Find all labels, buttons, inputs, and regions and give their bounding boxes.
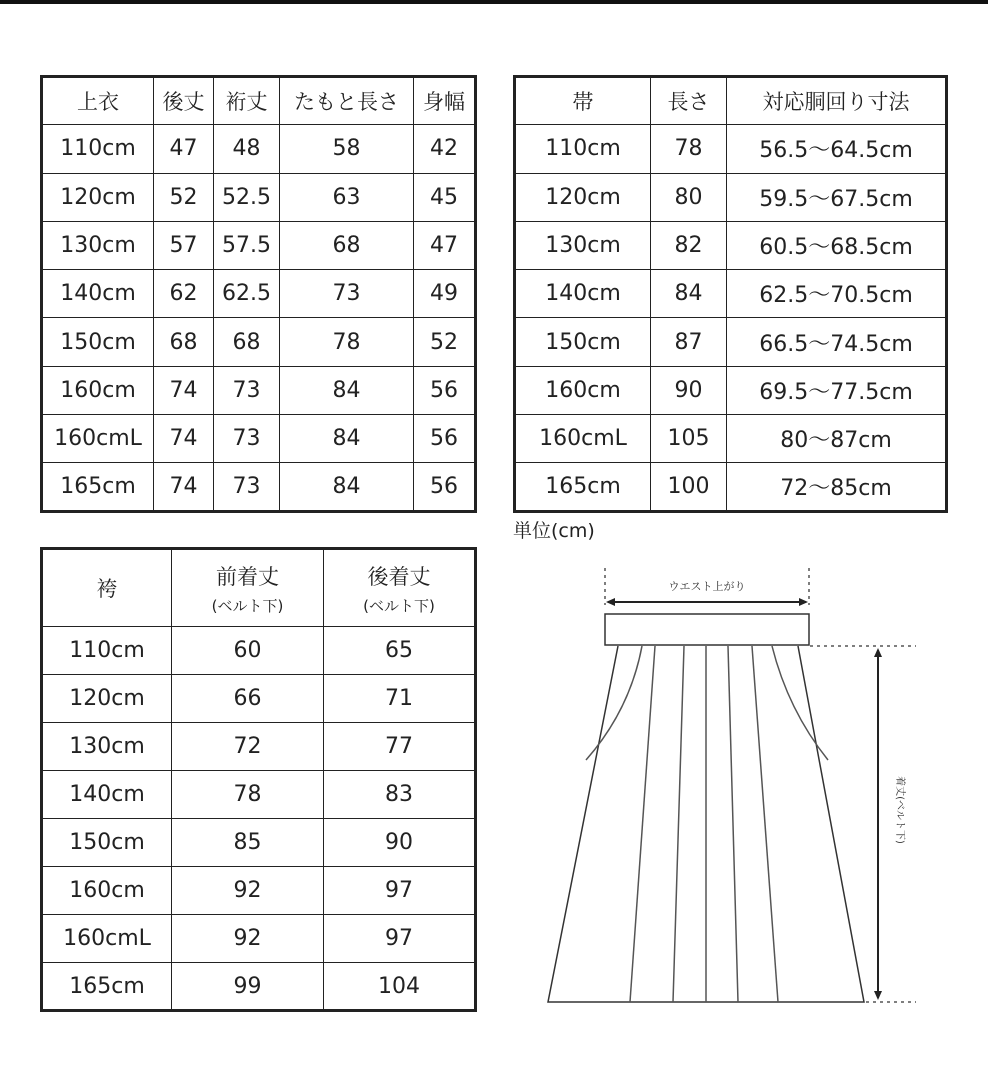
uwagi-header-cell: 上衣 xyxy=(42,77,154,125)
hakama-value-cell: 92 xyxy=(172,915,324,963)
hakama-value-cell: 92 xyxy=(172,867,324,915)
uwagi-value-cell: 47 xyxy=(154,125,214,173)
obi-row xyxy=(515,415,947,463)
hakama-value-cell: 65 xyxy=(324,627,476,675)
obi-value-cell: 100 xyxy=(651,463,727,511)
hakama-row xyxy=(42,675,476,723)
uwagi-value-cell: 74 xyxy=(154,415,214,463)
uwagi-value-cell: 49 xyxy=(414,270,476,318)
uwagi-header-cell: 裄丈 xyxy=(214,77,280,125)
obi-row xyxy=(515,221,947,269)
uwagi-value-cell: 74 xyxy=(154,463,214,511)
hakama-row xyxy=(42,771,476,819)
obi-header-cell: 帯 xyxy=(515,77,651,125)
uwagi-header-row xyxy=(42,77,476,125)
uwagi-value-cell: 84 xyxy=(280,366,414,414)
hakama-size-cell: 130cm xyxy=(42,723,172,771)
pleat-line xyxy=(673,646,684,1002)
hakama-row xyxy=(42,867,476,915)
obi-value-cell: 90 xyxy=(651,366,727,414)
uwagi-row xyxy=(42,415,476,463)
obi-size-cell: 120cm xyxy=(515,173,651,221)
obi-row xyxy=(515,463,947,511)
hakama-size-table xyxy=(40,547,477,1012)
obi-header-cell: 長さ xyxy=(651,77,727,125)
uwagi-value-cell: 73 xyxy=(214,463,280,511)
hakama-value-cell: 104 xyxy=(324,963,476,1011)
uwagi-size-cell: 140cm xyxy=(42,270,154,318)
uwagi-value-cell: 45 xyxy=(414,173,476,221)
hakama-value-cell: 72 xyxy=(172,723,324,771)
hakama-row xyxy=(42,915,476,963)
uwagi-value-cell: 62.5 xyxy=(214,270,280,318)
top-border-bar xyxy=(0,0,988,4)
uwagi-header-cell: 身幅 xyxy=(414,77,476,125)
obi-value-cell: 56.5〜64.5cm xyxy=(727,125,947,173)
hakama-value-cell: 99 xyxy=(172,963,324,1011)
uwagi-row xyxy=(42,221,476,269)
hakama-value-cell: 71 xyxy=(324,675,476,723)
hakama-header-cell xyxy=(42,549,172,627)
uwagi-value-cell: 68 xyxy=(214,318,280,366)
obi-value-cell: 66.5〜74.5cm xyxy=(727,318,947,366)
uwagi-size-cell: 165cm xyxy=(42,463,154,511)
obi-row xyxy=(515,173,947,221)
uwagi-size-table xyxy=(40,75,477,513)
obi-value-cell: 69.5〜77.5cm xyxy=(727,366,947,414)
uwagi-value-cell: 84 xyxy=(280,415,414,463)
uwagi-value-cell: 73 xyxy=(280,270,414,318)
hakama-diagram xyxy=(540,560,940,1020)
uwagi-value-cell: 58 xyxy=(280,125,414,173)
uwagi-value-cell: 73 xyxy=(214,415,280,463)
pleat-line xyxy=(630,646,655,1002)
hakama-row xyxy=(42,819,476,867)
obi-value-cell: 105 xyxy=(651,415,727,463)
hakama-value-cell: 97 xyxy=(324,915,476,963)
hakama-header-row xyxy=(42,549,476,627)
hakama-value-cell: 97 xyxy=(324,867,476,915)
hakama-size-cell: 160cm xyxy=(42,867,172,915)
obi-header-cell: 対応胴回り寸法 xyxy=(727,77,947,125)
uwagi-value-cell: 63 xyxy=(280,173,414,221)
uwagi-value-cell: 56 xyxy=(414,366,476,414)
obi-value-cell: 80〜87cm xyxy=(727,415,947,463)
uwagi-row xyxy=(42,125,476,173)
uwagi-size-cell: 130cm xyxy=(42,221,154,269)
waist-arrowhead-right xyxy=(799,598,808,606)
uwagi-header-cell: たもと長さ xyxy=(280,77,414,125)
uwagi-value-cell: 52 xyxy=(414,318,476,366)
uwagi-value-cell: 78 xyxy=(280,318,414,366)
length-arrowhead-top xyxy=(874,648,882,657)
hakama-size-cell: 165cm xyxy=(42,963,172,1011)
uwagi-size-cell: 160cm xyxy=(42,366,154,414)
obi-value-cell: 80 xyxy=(651,173,727,221)
uwagi-value-cell: 56 xyxy=(414,463,476,511)
uwagi-row xyxy=(42,318,476,366)
uwagi-value-cell: 62 xyxy=(154,270,214,318)
obi-size-cell: 160cm xyxy=(515,366,651,414)
length-label: 着丈(ベルト下) xyxy=(894,776,905,844)
uwagi-value-cell: 57 xyxy=(154,221,214,269)
obi-value-cell: 87 xyxy=(651,318,727,366)
hakama-value-cell: 83 xyxy=(324,771,476,819)
hakama-header-subtitle: (ベルト下) xyxy=(363,596,435,615)
uwagi-size-cell: 110cm xyxy=(42,125,154,173)
side-slit-right xyxy=(772,646,828,760)
obi-row xyxy=(515,270,947,318)
hakama-belt xyxy=(605,614,809,645)
uwagi-value-cell: 56 xyxy=(414,415,476,463)
obi-value-cell: 72〜85cm xyxy=(727,463,947,511)
obi-value-cell: 60.5〜68.5cm xyxy=(727,221,947,269)
hakama-row xyxy=(42,627,476,675)
obi-size-cell: 165cm xyxy=(515,463,651,511)
uwagi-value-cell: 68 xyxy=(154,318,214,366)
pleat-line xyxy=(728,646,738,1002)
hakama-row xyxy=(42,963,476,1011)
hakama-value-cell: 60 xyxy=(172,627,324,675)
uwagi-row xyxy=(42,173,476,221)
obi-size-cell: 150cm xyxy=(515,318,651,366)
length-arrowhead-bottom xyxy=(874,991,882,1000)
obi-row xyxy=(515,125,947,173)
uwagi-value-cell: 57.5 xyxy=(214,221,280,269)
obi-header-row xyxy=(515,77,947,125)
hakama-value-cell: 78 xyxy=(172,771,324,819)
uwagi-row xyxy=(42,366,476,414)
uwagi-value-cell: 48 xyxy=(214,125,280,173)
hakama-size-cell: 160cmL xyxy=(42,915,172,963)
hakama-header-subtitle: (ベルト下) xyxy=(211,596,284,615)
waist-arrowhead-left xyxy=(606,598,615,606)
obi-value-cell: 62.5〜70.5cm xyxy=(727,270,947,318)
hakama-header-title: 後着丈 xyxy=(367,564,431,589)
hakama-value-cell: 85 xyxy=(172,819,324,867)
uwagi-value-cell: 47 xyxy=(414,221,476,269)
uwagi-value-cell: 52.5 xyxy=(214,173,280,221)
hakama-header-cell xyxy=(324,549,476,627)
uwagi-value-cell: 74 xyxy=(154,366,214,414)
hakama-size-cell: 110cm xyxy=(42,627,172,675)
obi-value-cell: 78 xyxy=(651,125,727,173)
pleat-line xyxy=(752,646,778,1002)
uwagi-size-cell: 150cm xyxy=(42,318,154,366)
uwagi-value-cell: 42 xyxy=(414,125,476,173)
obi-value-cell: 84 xyxy=(651,270,727,318)
hakama-value-cell: 90 xyxy=(324,819,476,867)
hakama-header-title: 前着丈 xyxy=(216,564,279,589)
uwagi-size-cell: 120cm xyxy=(42,173,154,221)
uwagi-row xyxy=(42,270,476,318)
hakama-header-title: 袴 xyxy=(96,577,118,601)
waist-label: ウエスト上がり xyxy=(668,580,746,593)
hakama-row xyxy=(42,723,476,771)
uwagi-value-cell: 84 xyxy=(280,463,414,511)
hakama-header-cell xyxy=(172,549,324,627)
obi-size-cell: 110cm xyxy=(515,125,651,173)
obi-size-cell: 140cm xyxy=(515,270,651,318)
hakama-size-cell: 120cm xyxy=(42,675,172,723)
uwagi-header-cell: 後丈 xyxy=(154,77,214,125)
uwagi-value-cell: 52 xyxy=(154,173,214,221)
unit-label: 単位(cm) xyxy=(513,520,595,542)
obi-value-cell: 59.5〜67.5cm xyxy=(727,173,947,221)
uwagi-value-cell: 68 xyxy=(280,221,414,269)
obi-size-cell: 160cmL xyxy=(515,415,651,463)
obi-row xyxy=(515,366,947,414)
obi-size-cell: 130cm xyxy=(515,221,651,269)
hakama-value-cell: 66 xyxy=(172,675,324,723)
obi-row xyxy=(515,318,947,366)
uwagi-row xyxy=(42,463,476,511)
obi-size-table xyxy=(513,75,948,513)
hakama-size-cell: 150cm xyxy=(42,819,172,867)
hakama-size-cell: 140cm xyxy=(42,771,172,819)
uwagi-size-cell: 160cmL xyxy=(42,415,154,463)
obi-value-cell: 82 xyxy=(651,221,727,269)
hakama-value-cell: 77 xyxy=(324,723,476,771)
uwagi-value-cell: 73 xyxy=(214,366,280,414)
